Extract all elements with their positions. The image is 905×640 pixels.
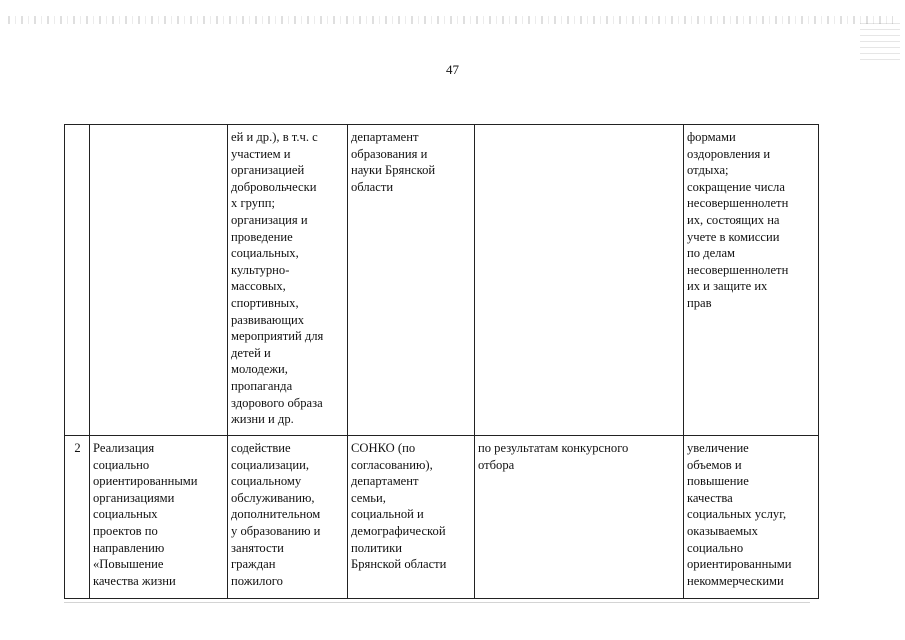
measure-description-cell: ей и др.), в т.ч. с участием и организацией добровольчески х групп; организация и проведение социальных, культурно- массовых, спортивных, развивающих мероприятий для детей и молодежи, пропаганда здорового образа жизни и др.: [228, 125, 348, 436]
row-number-cell: [65, 125, 90, 436]
measure-description-cell: содействие социализации, социальному обслуживанию, дополнительном у образованию и занятости граждан пожилого: [228, 436, 348, 599]
financing-cell: по результатам конкурсного отбора: [475, 436, 684, 599]
program-table: [64, 124, 819, 599]
page-number: 47: [446, 62, 459, 77]
table-row: [65, 436, 819, 599]
financing-cell: [475, 125, 684, 436]
page-cut-line: [64, 602, 810, 603]
executor-cell: департамент образования и науки Брянской области: [348, 125, 475, 436]
scan-artifact-corner: [860, 20, 900, 60]
expected-result-cell: формами оздоровления и отдыха; сокращение числа несовершеннолетн их, состоящих на учете в комиссии по делам несовершеннолетн их и защите их прав: [684, 125, 819, 436]
expected-result-cell: увеличение объемов и повышение качества социальных услуг, оказываемых социально ориентированными некоммерческими: [684, 436, 819, 599]
table-row: [65, 125, 819, 436]
measure-name-cell: [90, 125, 228, 436]
executor-cell: СОНКО (по согласованию), департамент семьи, социальной и демографической политики Брянской области: [348, 436, 475, 599]
row-number-cell: 2: [65, 436, 90, 599]
measure-name-cell: Реализация социально ориентированными организациями социальных проектов по направлению «Повышение качества жизни: [90, 436, 228, 599]
scan-artifact: [8, 16, 893, 24]
